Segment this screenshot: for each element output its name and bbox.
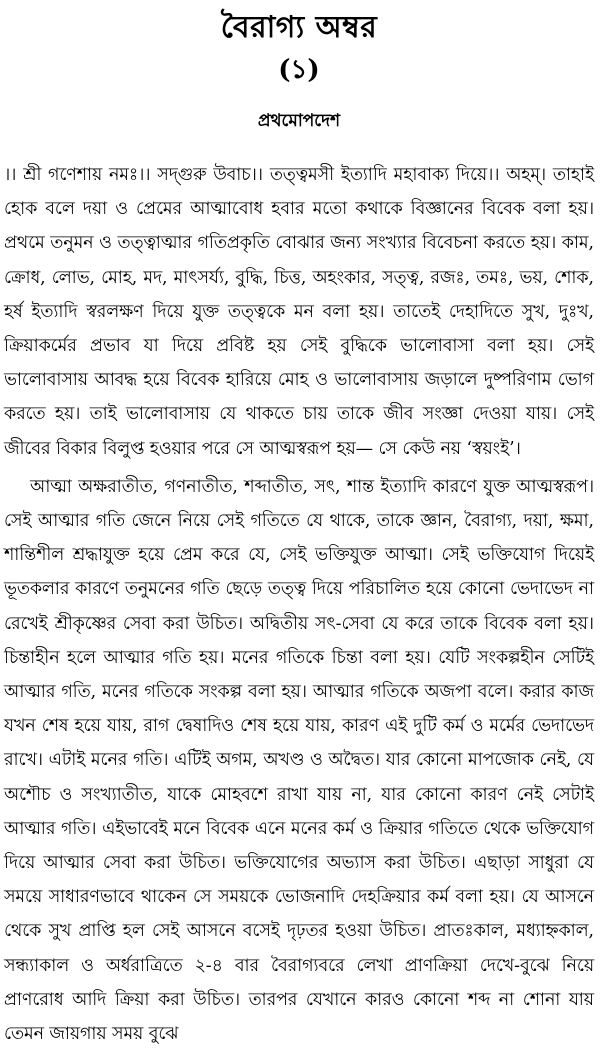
chapter-number: (১) xyxy=(278,55,320,85)
chapter-subtitle: প্রথমোপদেশ xyxy=(257,111,341,131)
paragraph-1: ।। শ্রী গণেশায় নমঃ।। সদ্গুরু উবাচ।। তত্ত্বমসী ইত্যাদি মহাবাক্য দিয়ে।। অহম্। তাহাই হোক বলে দয়া ও প্রেমের আত্মাবোধ হবার মতো কথাকে বিজ্ঞানের বিবেক বলা হয়। প্রথমে তনুমন ও তত্ত্বাত্মার গতিপ্রকৃতি বোঝার জন্য সংখ্যার বিবেচনা করতে হয়। কাম, ক্রোধ, লোভ, মোহ, মদ, মাৎসর্য্য, বুদ্ধি, চিত্ত, অহংকার, সত্ত্ব, রজঃ, তমঃ, ভয়, শোক, হর্ষ ইত্যাদি স্বরলক্ষণ দিয়ে যুক্ত তত্ত্বকে মন বলা হয়। তাতেই দেহাদিতে সুখ, দুঃখ, ক্রিয়াকর্মের প্রভাব যা দিয়ে প্রবিষ্ট হয় সেই বুদ্ধিকে ভালোবাসা বলা হয়। সেই ভালোবাসায় আবদ্ধ হয়ে বিবেক হারিয়ে মোহ ও ভালোবাসায় জড়ালে দুষ্পরিণাম ভোগ করতে হয়। তাই ভালোবাসায় যে থাকতে চায় তাকে জীব সংজ্ঞা দেওয়া যায়। সেই জীবের বিকার বিলুপ্ত হওয়ার পরে সে আত্মস্বরূপ হয়— সে কেউ নয় ‘স্বয়ংই’। xyxy=(4,165,594,459)
paragraph-2: আত্মা অক্ষরাতীত, গণনাতীত, শব্দাতীত, সৎ, শান্ত ইত্যাদি কারণে যুক্ত আত্মস্বরূপ। সেই আত্মার গতি জেনে নিয়ে সেই গতিতে যে থাকে, তাকে জ্ঞান, বৈরাগ্য, দয়া, ক্ষমা, শান্তিশীল শ্রদ্ধাযুক্ত হয়ে প্রেম করে যে, সেই ভক্তিযুক্ত আত্মা। সেই ভক্তিযোগ দিয়েই ভূতকলার কারণে তনুমনের গতি ছেড়ে তত্ত্ব দিয়ে পরিচালিত হয়ে কোনো ভেদাভেদ না রেখেই শ্রীকৃষ্ণের সেবা করা উচিত। অদ্বিতীয় সৎ-সেবা যে করে তাকে বিবেক বলা হয়। চিন্তাহীন হলে আত্মার গতি হয়। মনের গতিকে চিন্তা বলা হয়। যেটি সংকল্পহীন সেটিই আত্মার গতি, মনের গতিকে সংকল্প বলা হয়। আত্মার গতিকে অজপা বলে। করার কাজ যখন শেষ হয়ে যায়, রাগ দ্বেষাদিও শেষ হয়ে যায়, কারণ এই দুটি কর্ম ও মর্মের ভেদাভেদ রাখে। এটাই মনের গতি। এটিই অগম, অখণ্ড ও অদ্বৈত। যার কোনো মাপজোক নেই, যে অশৌচ ও সংখ্যাতীত, যাকে মোহবশে রাখা যায় না, যার কোনো কারণ নেই সেটাই আত্মার গতি। এইভাবেই মনে বিবেক এনে মনের কর্ম ও ক্রিয়ার গতিতে থেকে ভক্তিযোগ দিয়ে আত্মার সেবা করা উচিত। ভক্তিযোগের অভ্যাস করা উচিত। এছাড়া সাধুরা যে সময়ে সাধারণভাবে থাকেন সে সময়কে ভোজনাদি দেহক্রিয়ার কর্ম বলা হয়। যে আসনে থেকে সুখ প্রাপ্তি হল সেই আসনে বসেই দৃঢ়তর হওয়া উচিত। প্রাতঃকাল, মধ্যাহ্নকাল, সন্ধ্যাকাল ও অর্ধরাত্রিতে ২-৪ বার বৈরাগ্যবরে লেখা প্রাণক্রিয়া দেখে-বুঝে নিয়ে প্রাণরোধ আদি ক্রিয়া করা উচিত। তারপর যেখানে কারও কোনো শব্দ না শোনা যায় তেমন জায়গায় সময় বুঝে xyxy=(4,476,594,1045)
book-title: বৈরাগ্য অম্বর xyxy=(220,10,378,45)
body-text xyxy=(4,158,594,1051)
